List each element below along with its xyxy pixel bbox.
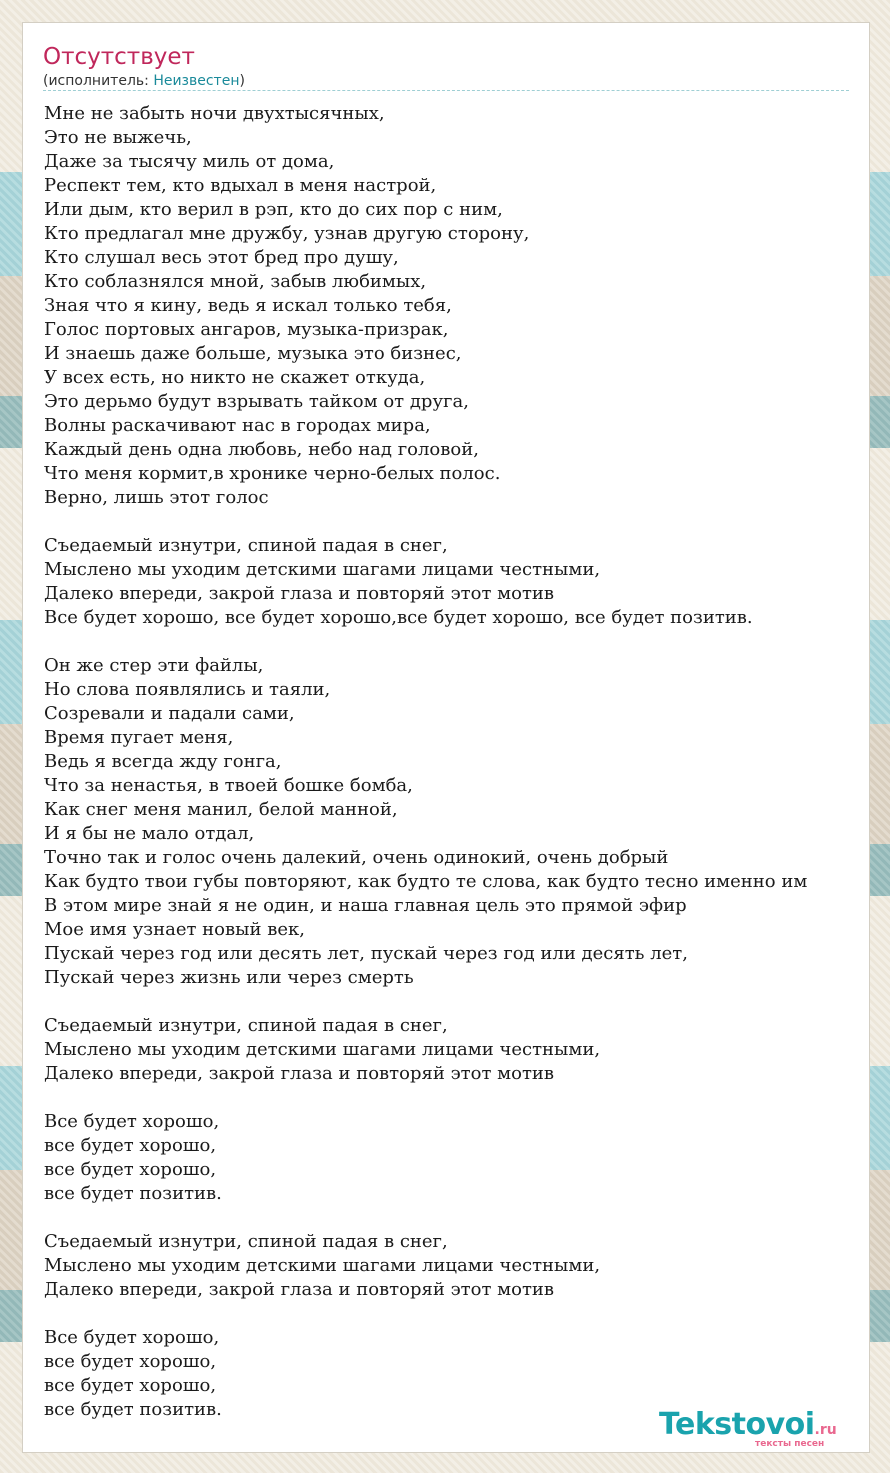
lyrics-line: Мыслено мы уходим детскими шагами лицами честными, bbox=[44, 1039, 601, 1060]
lyrics-line: Мое имя узнает новый век, bbox=[44, 919, 305, 940]
lyrics-line: Все будет хорошо, bbox=[44, 1327, 220, 1348]
title-divider bbox=[43, 90, 849, 91]
lyrics-line: Это не выжечь, bbox=[44, 127, 192, 148]
lyrics-line: Или дым, кто верил в рэп, кто до сих пор с ним, bbox=[44, 199, 503, 220]
lyrics-line: Мыслено мы уходим детскими шагами лицами честными, bbox=[44, 1255, 601, 1276]
lyrics-line: Мыслено мы уходим детскими шагами лицами честными, bbox=[44, 559, 601, 580]
lyrics-line: все будет позитив. bbox=[44, 1399, 222, 1420]
tekstovoi-logo bbox=[659, 1407, 869, 1453]
lyrics-stanza bbox=[44, 534, 890, 630]
lyrics-line: Что за ненастья, в твоей бошке бомба, bbox=[44, 775, 413, 796]
lyrics-text bbox=[44, 102, 890, 1446]
lyrics-line: Съедаемый изнутри, спиной падая в снег, bbox=[44, 1231, 448, 1252]
lyrics-line: все будет позитив. bbox=[44, 1183, 222, 1204]
lyrics-line: Респект тем, кто вдыхал в меня настрой, bbox=[44, 175, 437, 196]
lyrics-line: Как снег меня манил, белой манной, bbox=[44, 799, 398, 820]
logo-tagline: тексты песен bbox=[755, 1439, 825, 1449]
lyrics-line: В этом мире знай я не один, и наша главная цель это прямой эфир bbox=[44, 895, 687, 916]
lyrics-card bbox=[22, 22, 870, 1453]
artist-link[interactable]: Неизвестен bbox=[153, 73, 240, 89]
lyrics-line: Голос портовых ангаров, музыка-призрак, bbox=[44, 319, 449, 340]
lyrics-line: Все будет хорошо, bbox=[44, 1111, 220, 1132]
logo-tld: .ru bbox=[814, 1422, 837, 1438]
lyrics-line: Точно так и голос очень далекий, очень одинокий, очень добрый bbox=[44, 847, 669, 868]
song-title: Отсутствует bbox=[43, 44, 195, 70]
lyrics-line: И знаешь даже больше, музыка это бизнес, bbox=[44, 343, 462, 364]
lyrics-line: Далеко впереди, закрой глаза и повторяй этот мотив bbox=[44, 1279, 555, 1300]
artist-suffix: ) bbox=[239, 73, 245, 89]
lyrics-line: Мне не забыть ночи двухтысячных, bbox=[44, 103, 385, 124]
artist-line bbox=[43, 72, 245, 90]
lyrics-line: Он же стер эти файлы, bbox=[44, 655, 264, 676]
lyrics-line: Зная что я кину, ведь я искал только тебя, bbox=[44, 295, 452, 316]
lyrics-line: Пускай через год или десять лет, пускай через год или десять лет, bbox=[44, 943, 688, 964]
lyrics-line: Что меня кормит,в хронике черно-белых полос. bbox=[44, 463, 501, 484]
lyrics-line: Ведь я всегда жду гонга, bbox=[44, 751, 282, 772]
lyrics-stanza bbox=[44, 1014, 890, 1086]
lyrics-line: И я бы не мало отдал, bbox=[44, 823, 255, 844]
lyrics-line: все будет хорошо, bbox=[44, 1159, 217, 1180]
lyrics-line: Все будет хорошо, все будет хорошо,все будет хорошо, все будет позитив. bbox=[44, 607, 753, 628]
artist-prefix: (исполнитель: bbox=[43, 73, 154, 89]
lyrics-line: Но слова появлялись и таяли, bbox=[44, 679, 331, 700]
lyrics-line: Как будто твои губы повторяют, как будто те слова, как будто тесно именно им bbox=[44, 871, 808, 892]
lyrics-line: Кто предлагал мне дружбу, узнав другую сторону, bbox=[44, 223, 530, 244]
lyrics-line: Съедаемый изнутри, спиной падая в снег, bbox=[44, 535, 448, 556]
lyrics-line: Каждый день одна любовь, небо над головой, bbox=[44, 439, 479, 460]
lyrics-line: Далеко впереди, закрой глаза и повторяй этот мотив bbox=[44, 1063, 555, 1084]
lyrics-stanza bbox=[44, 102, 890, 510]
lyrics-line: все будет хорошо, bbox=[44, 1375, 217, 1396]
lyrics-line: Кто соблазнялся мной, забыв любимых, bbox=[44, 271, 427, 292]
lyrics-line: все будет хорошо, bbox=[44, 1351, 217, 1372]
lyrics-line: Это дерьмо будут взрывать тайком от друга, bbox=[44, 391, 469, 412]
lyrics-line: Кто слушал весь этот бред про душу, bbox=[44, 247, 399, 268]
lyrics-line: Созревали и падали сами, bbox=[44, 703, 295, 724]
lyrics-line: Время пугает меня, bbox=[44, 727, 234, 748]
lyrics-line: Верно, лишь этот голос bbox=[44, 487, 269, 508]
lyrics-line: Даже за тысячу миль от дома, bbox=[44, 151, 335, 172]
logo-brand-name: Tekstovoi bbox=[659, 1407, 815, 1442]
lyrics-stanza bbox=[44, 1110, 890, 1206]
lyrics-stanza bbox=[44, 1230, 890, 1302]
lyrics-line: Волны раскачивают нас в городах мира, bbox=[44, 415, 431, 436]
lyrics-stanza bbox=[44, 654, 890, 990]
lyrics-line: Далеко впереди, закрой глаза и повторяй этот мотив bbox=[44, 583, 555, 604]
lyrics-line: Съедаемый изнутри, спиной падая в снег, bbox=[44, 1015, 448, 1036]
lyrics-line: Пускай через жизнь или через смерть bbox=[44, 967, 414, 988]
lyrics-line: У всех есть, но никто не скажет откуда, bbox=[44, 367, 426, 388]
lyrics-line: все будет хорошо, bbox=[44, 1135, 217, 1156]
